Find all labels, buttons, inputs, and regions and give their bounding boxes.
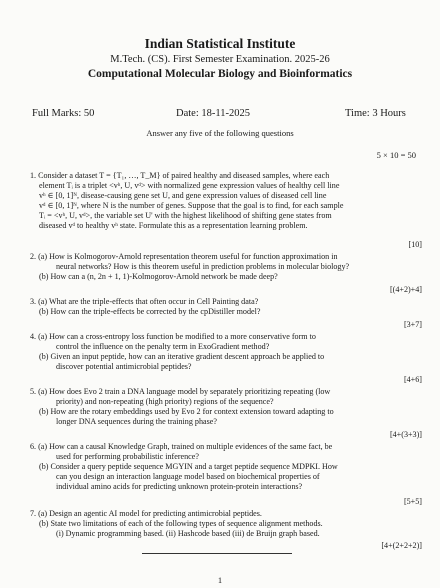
- question-text: vʰ ∈ [0, 1]ᴺ, disease-causing gene set U, and gene expression values of diseased cell line: [39, 191, 327, 200]
- question-text: can you design an interaction language model based on biochemical properties of: [56, 472, 320, 481]
- question-text: (b) How are the rotary embeddings used by Evo 2 for context extension toward adapting to: [39, 407, 334, 416]
- instruction: Answer any five of the following questions: [146, 128, 294, 138]
- question-text: used for performing probabilistic inference?: [56, 452, 199, 461]
- question-text: (b) How can the triple-effects be corrected by the cpDistiller model?: [39, 307, 261, 316]
- course-title: Computational Molecular Biology and Bioinformatics: [87, 68, 353, 80]
- question-text: (b) How can a (n, 2n + 1, 1)-Kolmogorov-Arnold network be made deep?: [39, 272, 278, 281]
- question-marks: [4+(3+3)]: [389, 430, 422, 439]
- exam-duration: Time: 3 Hours: [345, 108, 406, 119]
- exam-date: Date: 18-11-2025: [176, 108, 250, 119]
- score-formula: 5 × 10 = 50: [376, 150, 416, 160]
- question-marks: [(4+2)+4]: [389, 285, 422, 294]
- question-text: individual amino acids for predicting unknown protein-protein interactions?: [56, 482, 303, 491]
- question-text: 2. (a) How is Kolmogorov-Arnold representation theorem useful for function approximation in: [30, 252, 338, 261]
- exam-program: M.Tech. (CS). First Semester Examination. 2025-26: [110, 54, 330, 65]
- question-text: (b) Given an input peptide, how can an iterative gradient descent approach be applied to: [39, 352, 325, 361]
- institute-title: Indian Statistical Institute: [144, 36, 296, 51]
- question-marks: [3+7]: [403, 320, 422, 329]
- question-text: Tᵢ = <vʰ, U, vᵈ>, the variable set U' with the highest likelihood of shifting gene states from: [39, 211, 332, 220]
- question-text: 1. Consider a dataset T = {T₁, …, T_M} of paired healthy and diseased samples, where each: [30, 171, 330, 180]
- question-text: 5. (a) How does Evo 2 train a DNA language model by separately prioritizing repeating (low: [30, 387, 331, 396]
- page-number: 1: [217, 575, 223, 585]
- question-text: (b) Consider a query peptide sequence MGYIN and a target peptide sequence MDPKI. How: [39, 462, 338, 471]
- question-text: (b) State two limitations of each of the following types of sequence alignment methods.: [39, 519, 323, 528]
- question-text: longer DNA sequences during the training phase?: [56, 417, 217, 426]
- full-marks: Full Marks: 50: [32, 108, 95, 119]
- question-marks: [5+5]: [403, 497, 422, 506]
- end-divider: [142, 553, 292, 554]
- question-text: 6. (a) How can a causal Knowledge Graph, trained on multiple evidences of the same fact, be: [30, 442, 333, 451]
- question-marks: [4+6]: [403, 375, 422, 384]
- question-marks: [10]: [408, 240, 422, 249]
- question-text: neural networks? How is this theorem useful in prediction problems in molecular biology?: [56, 262, 350, 271]
- question-text: vᵈ ∈ [0, 1]ᴺ, where N is the number of genes. Suppose that the goal is to find, for each sample: [39, 201, 344, 210]
- question-text: 3. (a) What are the triple-effects that often occur in Cell Painting data?: [30, 297, 259, 306]
- question-text: 7. (a) Design an agentic AI model for predicting antimicrobial peptides.: [30, 509, 262, 518]
- question-text: element Tᵢ is a triplet <vʰ, U, vᵈ> with normalized gene expression values of healthy cell line: [39, 181, 340, 190]
- question-text: diseased vᵈ to healthy vʰ state. Formulate this as a representation learning problem.: [39, 221, 308, 230]
- question-text: control the influence on the penalty term in ExoGradient method?: [56, 342, 270, 351]
- question-marks: [4+(2+2+2)]: [381, 541, 422, 550]
- question-text: (i) Dynamic programming based. (ii) Hashcode based (iii) de Bruijn graph based.: [56, 529, 320, 538]
- question-text: 4. (a) How can a cross-entropy loss function be modified to a more conservative form to: [30, 332, 316, 341]
- question-text: discover potential antimicrobial peptides?: [56, 362, 192, 371]
- question-text: priority) and non-repeating (high priority) regions of the sequence?: [56, 397, 274, 406]
